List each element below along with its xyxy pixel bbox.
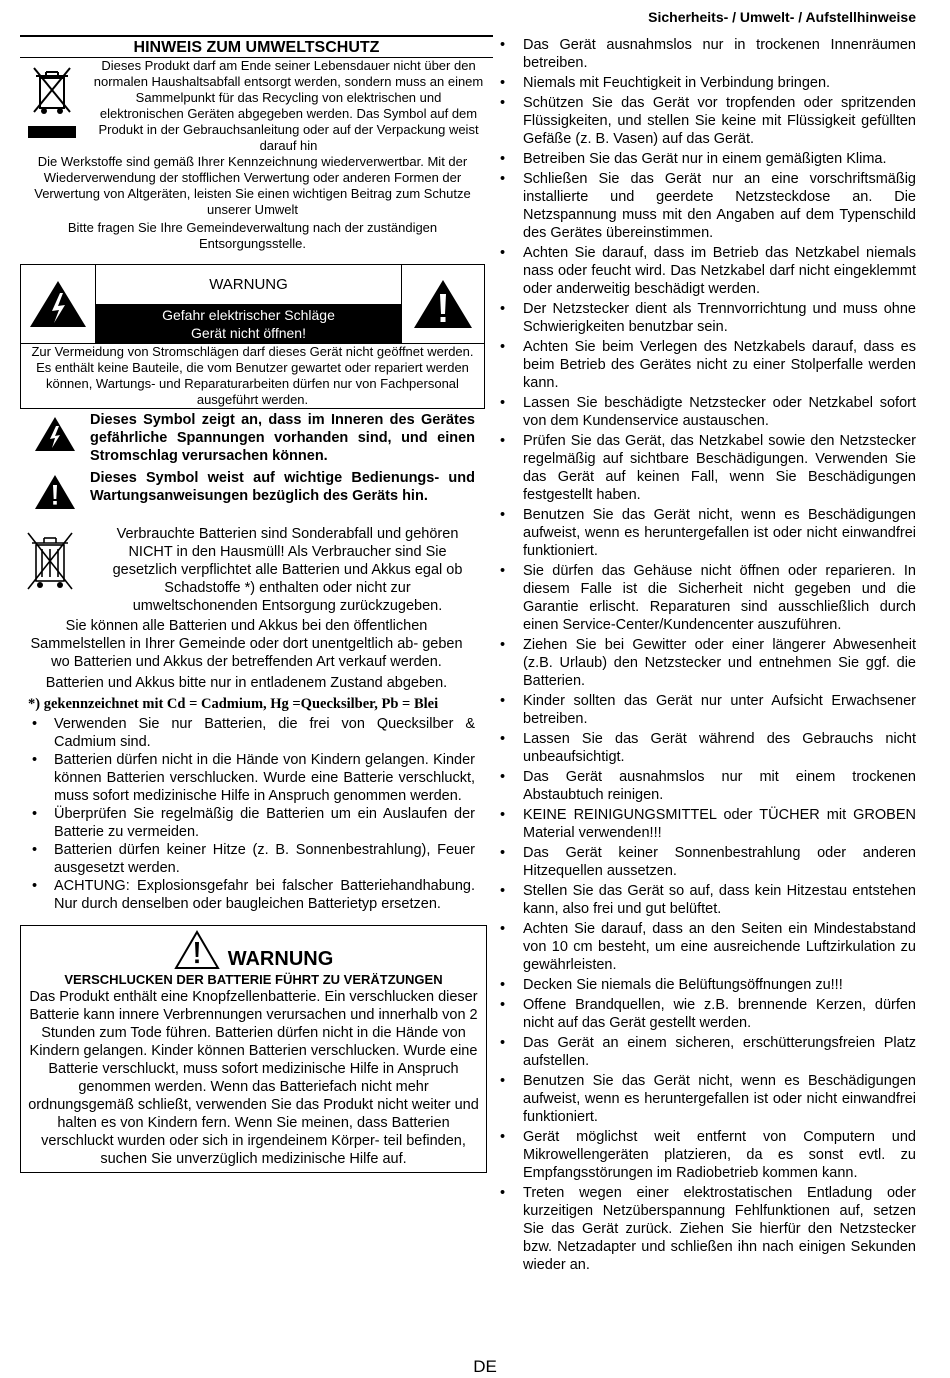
exclamation-triangle-icon: [33, 473, 77, 511]
page-language-label: DE: [473, 1357, 497, 1376]
list-item: • KEINE REINIGUNGSMITTEL oder TÜCHER mit GROBEN Material verwenden!!!: [498, 806, 916, 842]
battery-paragraph: Sie können alle Batterien und Akkus bei den öffentlichen Sammelstellen in Ihrer Gemeinde oder dort unentgeltlich ab- geben wo Batterien und Akkus der betreffenden Art verkauf werden.: [30, 618, 463, 670]
list-item: • Batterien dürfen keiner Hitze (z. B. Sonnenbestrahlung), Feuer ausgesetzt werden.: [20, 841, 475, 877]
list-item: • Lassen Sie das Gerät während des Gebrauchs nicht unbeaufsichtigt.: [498, 730, 916, 766]
list-item: • Lassen Sie beschädigte Netzstecker oder Netzkabel sofort von dem Kundenservice austauschen.: [498, 394, 916, 430]
symbol-text: Dieses Symbol weist auf wichtige Bedienungs- und Wartungsanweisungen bezüglich des Geräts hin.: [90, 470, 475, 504]
list-item: • Der Netzstecker dient als Trennvorrichtung und muss ohne Schwierigkeiten benutzbar sein.: [498, 300, 916, 336]
list-item: • Achten Sie beim Verlegen des Netzkabels darauf, dass es beim Betrieb des Gerätes nicht zu einer Stolperfalle werden kann.: [498, 338, 916, 392]
list-item: • Batterien dürfen nicht in die Hände von Kindern gelangen. Kinder können Batterien verschlucken. Wurde eine Batterie verschluckt, muss sofort medizinische Hilfe in Anspruch genommen werden.: [20, 751, 475, 805]
list-item: • Offene Brandquellen, wie z.B. brennende Kerzen, dürfen nicht auf das Gerät gestellt werden.: [498, 996, 916, 1032]
electric-warning-header: [21, 265, 484, 344]
battery-paragraph: Batterien und Akkus bitte nur in entladenem Zustand abgeben.: [45, 675, 448, 691]
crossed-out-bin-icon: [24, 529, 76, 601]
list-item: • Achten Sie darauf, dass im Betrieb das Netzkabel niemals nass oder feucht wird. Das Netzkabel darf nicht eingeklemmt oder anderweitig beschädigt werden.: [498, 244, 916, 298]
page-header: Sicherheits- / Umwelt- / Aufstellhinweise: [648, 9, 916, 25]
env-paragraph: Die Werkstoffe sind gemäß Ihrer Kennzeichnung wiederverwertbar. Mit der Wiederverwendung der stofflichen Verwertung oder anderen Formen der Verwertung von Altgeräten, leisten Sie einen wichtigen Beitrag zum Schutze unserer Umwelt: [34, 154, 471, 217]
env-intro: Dieses Produkt darf am Ende seiner Lebensdauer nicht über den normalen Haushaltsabfall entsorgt werden, sondern muss an einem Sammelpunkt für das Recycling von elektrischen und elektronischen Geräten abgegeben werden. Das Symbol auf dem Produkt in der Gebrauchsanleitung oder auf der Verpackung weist darauf hin: [93, 58, 484, 153]
list-item: • Das Gerät keiner Sonnenbestrahlung oder anderen Hitzequellen aussetzen.: [498, 844, 916, 880]
symbol-explanation-voltage: [20, 411, 485, 465]
safety-bullet-list: [498, 36, 916, 1274]
warning-text: Das Produkt enthält eine Knopfzellenbatterie. Ein verschlucken dieser Batterie kann innere Verbrennungen verursachen und innerhalb von 2 Stunden zum Tode führen. Batterien dürfen nicht in die Hände von Kindern gelangen. Kinder können Batterien verschlucken. Wurde eine Batterie verschluckt, muss sofort medizinische Hilfe in Anspruch genommen werden. Wenn das Batteriefach nicht mehr ordnungsgemäß schließt, verwenden Sie das Produkt nicht weiter und halten es von Kindern fern. Wenn Sie meinen, dass Batterien verschluckt wurden oder sich in irgendeinem Körper- teil befinden, suchen Sie unverzüglich medizinische Hilfe auf.: [28, 989, 479, 1167]
warning-triangle-outline-icon: [174, 930, 220, 970]
warning-line: Gerät nicht öffnen!: [191, 325, 306, 341]
left-column: [20, 35, 485, 1173]
warning-title: WARNUNG: [227, 948, 334, 970]
button-cell-warning-box: [20, 925, 487, 1173]
list-item: • Sie dürfen das Gehäuse nicht öffnen oder reparieren. In diesem Falle ist die Sicherheit nicht gegeben und die Garantie erlischt. Reparaturen sind ausschließlich durch einen Service-Center/Kundencenter auszuführen.: [498, 562, 916, 634]
env-paragraph: Bitte fragen Sie Ihre Gemeindeverwaltung nach der zuständigen Entsorgungsstelle.: [67, 220, 438, 251]
list-item: • Ziehen Sie bei Gewitter oder einer längerer Abwesenheit (z.B. Urlaub) den Netzstecker und entnehmen Sie ggf. die Batterien.: [498, 636, 916, 690]
list-item: • Benutzen Sie das Gerät nicht, wenn es Beschädigungen aufweist, wenn es heruntergefallen ist oder nicht einwandfrei funktioniert.: [498, 1072, 916, 1126]
env-block: [20, 58, 485, 252]
list-item: • Das Gerät ausnahmslos nur in trockenen Innenräumen betreiben.: [498, 36, 916, 72]
env-title: HINWEIS ZUM UMWELTSCHUTZ: [20, 35, 493, 58]
list-item: • Überprüfen Sie regelmäßig die Batterien um ein Auslaufen der Batterie zu vermeiden.: [20, 805, 475, 841]
symbol-explanation-exclamation: [20, 469, 485, 511]
list-item: • Prüfen Sie das Gerät, das Netzkabel sowie den Netzstecker regelmäßig auf sichtbare Beschädigungen. Verwenden Sie das Gerät auf keinen Fall, wenn Sie Beschädigungen festgestellt haben.: [498, 432, 916, 504]
list-item: • Verwenden Sie nur Batterien, die frei von Quecksilber & Cadmium sind.: [20, 715, 475, 751]
list-item: • Decken Sie niemals die Belüftungsöffnungen zu!!!: [498, 976, 916, 994]
list-item: • ACHTUNG: Explosionsgefahr bei falscher Batteriehandhabung. Nur durch denselben oder baugleichen Batterietyp ersetzen.: [20, 877, 475, 913]
lightning-triangle-icon: [33, 415, 77, 453]
list-item: • Stellen Sie das Gerät so auf, dass kein Hitzestau entstehen kann, also frei und gut belüftet.: [498, 882, 916, 918]
electric-warning-text: Zur Vermeidung von Stromschlägen darf dieses Gerät nicht geöffnet werden. Es enthält keine Bauteile, die vom Benutzer gewartet oder repariert werden können, Wartungs- und Reparaturarbeiten dürfen nur von Fachpersonal ausgeführt werden.: [31, 344, 474, 407]
lightning-triangle-icon: [21, 265, 96, 343]
warning-title: WARNUNG: [209, 276, 288, 293]
exclamation-triangle-icon: [401, 265, 484, 343]
chemical-legend: *) gekennzeichnet mit Cd = Cadmium, Hg =Quecksilber, Pb = Blei: [28, 696, 439, 712]
electric-warning-box: [20, 264, 485, 409]
list-item: • Benutzen Sie das Gerät nicht, wenn es Beschädigungen aufweist, wenn es heruntergefallen ist oder nicht einwandfrei funktioniert.: [498, 506, 916, 560]
list-item: • Treten wegen einer elektrostatischen Entladung oder kurzeitigen Netzüberspannung Fehlfunktionen auf, setzen Sie das Gerät zurück. Ziehen Sie hierfür den Netzstecker bzw. Netzadapter und schließen ihn nach einigen Sekunden wieder an.: [498, 1184, 916, 1274]
battery-bullet-list: [20, 715, 475, 913]
crossed-out-bin-icon: [28, 64, 76, 140]
list-item: • Gerät möglichst weit entfernt von Computern und Mikrowellengeräten platzieren, da es sonst evtl. zu Empfangsstörungen im Radiobetrieb kommen kann.: [498, 1128, 916, 1182]
symbol-text: Dieses Symbol zeigt an, dass im Inneren des Gerätes gefährliche Spannungen vorhanden sind, und einen Stromschlag verursachen können.: [90, 412, 475, 464]
list-item: • Niemals mit Feuchtigkeit in Verbindung bringen.: [498, 74, 916, 92]
list-item: • Schließen Sie das Gerät nur an eine vorschriftsmäßig installierte und geerdete Netzsteckdose an. Die Netzspannung muss mit den Angaben auf dem Typenschild des Gerätes übereinstimmen.: [498, 170, 916, 242]
list-item: • Achten Sie darauf, dass an den Seiten ein Mindestabstand von 10 cm besteht, um eine ausreichende Luftzirkulation zu gewährleisten.: [498, 920, 916, 974]
warning-subtitle: VERSCHLUCKEN DER BATTERIE FÜHRT ZU VERÄTZUNGEN: [64, 972, 443, 987]
battery-disposal-block: [20, 525, 485, 692]
list-item: • Kinder sollten das Gerät nur unter Aufsicht Erwachsener betreiben.: [498, 692, 916, 728]
list-item: • Das Gerät an einem sicheren, erschütterungsfreien Platz aufstellen.: [498, 1034, 916, 1070]
list-item: • Betreiben Sie das Gerät nur in einem gemäßigten Klima.: [498, 150, 916, 168]
list-item: • Das Gerät ausnahmslos nur mit einem trockenen Abstaubtuch reinigen.: [498, 768, 916, 804]
warning-line: Gefahr elektrischer Schläge: [162, 307, 335, 323]
battery-intro: Verbrauchte Batterien sind Sonderabfall und gehören NICHT in den Hausmüll! Als Verbraucher sind Sie gesetzlich verpflichtet alle Batterien und Akkus egal ob Schadstoffe *) enthalten oder nicht zur umweltschonenden Entsorgung zurückzugeben.: [112, 526, 463, 614]
right-column: [498, 36, 916, 1276]
warning-black-band: [96, 304, 401, 343]
list-item: • Schützen Sie das Gerät vor tropfenden oder spritzenden Flüssigkeiten, und stellen Sie keine mit Flüssigkeit gefüllten Gefäße (z. B. Vasen) auf das Gerät.: [498, 94, 916, 148]
